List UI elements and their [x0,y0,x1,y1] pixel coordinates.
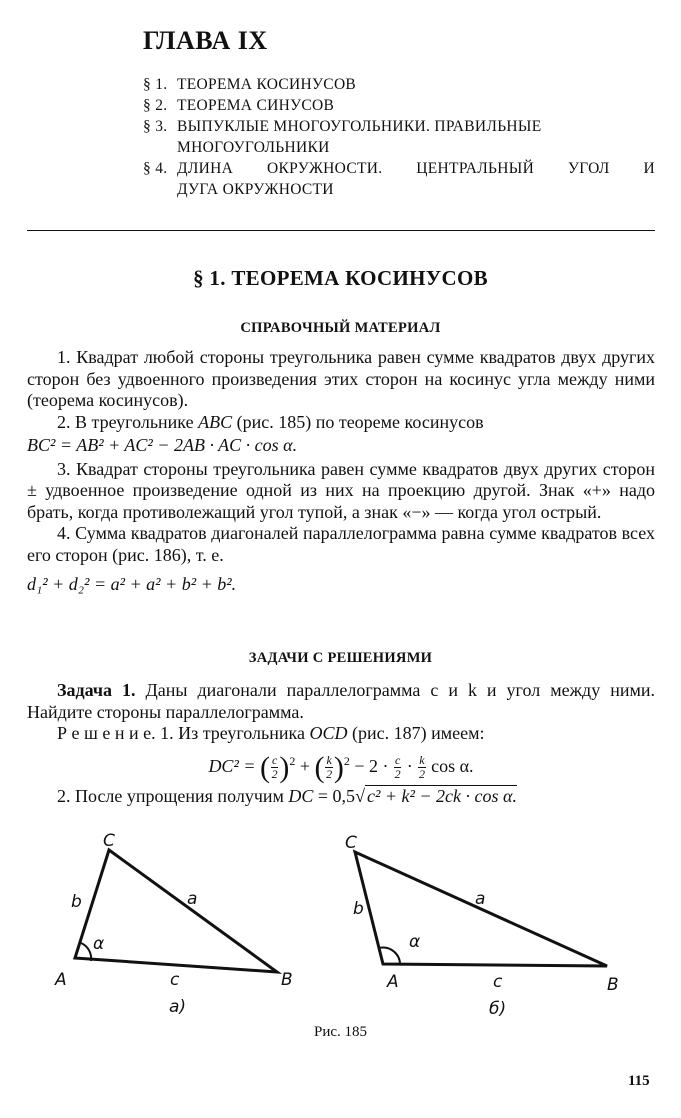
toc-item[interactable] [143,116,655,137]
formula-cosine-law: BC² = AB² + AC² − 2AB · AC · cos α. [27,435,298,455]
solution-step-1: Р е ш е н и е. 1. Из треугольника OCD (рис. 187) имеем: [57,723,485,743]
triangle-b-shape [355,852,607,966]
problems-heading: ЗАДАЧИ С РЕШЕНИЯМИ [248,650,433,666]
toc-number: § 4. [143,160,168,177]
angle-alpha-label: α [93,934,105,954]
toc-title: ТЕОРЕМА СИНУСОВ [177,97,335,114]
toc-item-continuation [143,179,655,200]
problem-body [27,680,655,808]
toc-item[interactable] [143,95,655,116]
vertex-a-label: A [55,970,67,990]
paragraph-3: 3. Квадрат стороны треугольника равен сумме квадратов двух других сторон ± удвоенное произведение одной из них на проекцию другой. Знак «+» надо брать, когда противолежащий угол тупой, а знак «−» — когда угол острый. [27,458,655,522]
vertex-b-label: B [607,975,619,995]
side-b-label: b [353,899,364,919]
paragraph-1: 1. Квадрат любой стороны треугольника равен сумме квадратов двух других сторон без удвоенного произведения этих сторон на косинус угла между ними (теорема косинусов). [27,347,655,410]
toc-title: ВЫПУКЛЫЕ МНОГОУГОЛЬНИКИ. ПРАВИЛЬНЫЕ [177,118,542,135]
side-c-label: c [170,970,180,990]
toc-number: § 2. [143,97,168,114]
formula-dc-squared: DC² = ( $\frac{c}{2}$ )$^2$ + ( $\frac{k}{2}$ )$^2$ − 2 · $\frac{c}{2}$ · $\frac{k}{2}$ cos α. [208,750,474,784]
vertex-c-label: C [103,832,115,851]
reference-body [27,347,655,596]
paragraph-2: 2. В треугольнике ABC (рис. 185) по теореме косинусов [57,411,484,432]
toc-number: § 3. [143,118,168,135]
side-b-label: b [71,892,82,912]
toc-item[interactable] [143,158,655,179]
side-a-label: a [187,889,198,909]
toc-title: ТЕОРЕМА КОСИНУСОВ [177,76,357,93]
figure-a-caption: а) [169,997,187,1017]
section-title: § 1. ТЕОРЕМА КОСИНУСОВ [193,266,488,290]
triangle-a [54,832,293,1017]
page-number: 115 [628,1073,650,1089]
toc-item[interactable] [143,74,655,95]
figure-b-caption: б) [489,999,507,1019]
toc-title-continuation: МНОГОУГОЛЬНИКИ [177,139,330,156]
vertex-a-label: A [387,972,399,992]
table-of-contents [143,74,655,200]
task-1: Задача 1. Даны диагонали параллелограмма c и k и угол между ними. Найдите стороны параллелограмма. [27,680,655,722]
toc-title-continuation: ДУГА ОКРУЖНОСТИ [177,181,334,198]
triangle-b [345,833,619,1019]
vertex-b-label: B [281,970,293,990]
toc-title: ДЛИНА ОКРУЖНОСТИ. ЦЕНТРАЛЬНЫЙ УГОЛ И [177,160,655,177]
angle-alpha-label: α [409,932,421,952]
toc-item-continuation [143,137,655,158]
vertex-c-label: C [345,833,357,853]
horizontal-rule [27,230,655,231]
side-c-label: c [493,972,503,992]
paragraph-4: 4. Сумма квадратов диагоналей параллелограмма равна сумме квадратов всех его сторон (рис. 186), т. е. [27,523,655,565]
chapter-title: ГЛАВА IX [143,26,268,55]
figure-185 [27,832,655,1022]
formula-parallelogram: d₁² + d₂² = a² + a² + b² + b². [27,574,237,594]
triangle-a-shape [75,850,277,972]
reference-heading: СПРАВОЧНЫЙ МАТЕРИАЛ [240,320,441,336]
solution-step-2: 2. После упрощения получим DC = 0,5√ c² + k² − 2ck · cos α. [57,786,517,807]
figure-caption: Рис. 185 [313,1024,368,1040]
side-a-label: a [475,889,486,909]
toc-number: § 1. [143,76,168,93]
